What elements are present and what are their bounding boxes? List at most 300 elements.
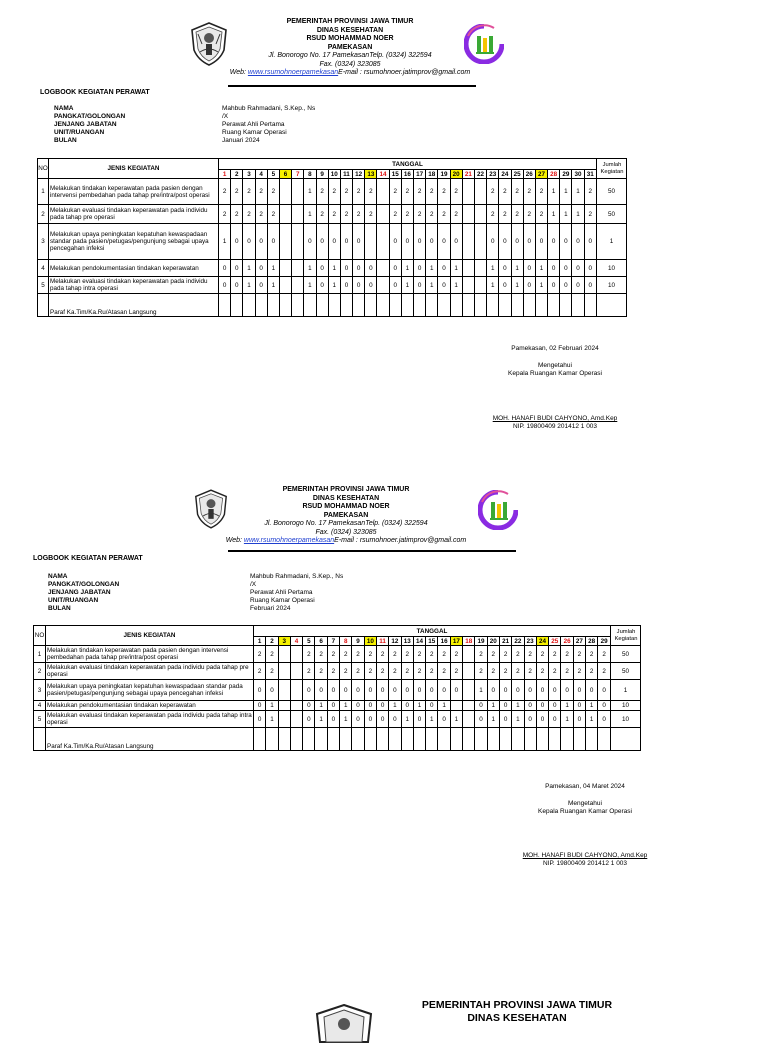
activity-name: Melakukan pendokumentasian tindakan keperawatan <box>46 701 254 711</box>
paraf-cell <box>327 728 339 751</box>
day-value: 0 <box>536 680 548 701</box>
paraf-cell <box>352 728 364 751</box>
header-row <box>34 626 641 637</box>
day-value: 0 <box>438 224 450 260</box>
day-value: 2 <box>401 179 413 205</box>
day-value: 2 <box>266 646 278 663</box>
day-15: 15 <box>389 170 401 179</box>
day-13: 13 <box>365 170 377 179</box>
day-value <box>278 646 290 663</box>
day-value: 0 <box>512 680 524 701</box>
day-value: 1 <box>487 260 499 277</box>
org-line: PEMERINTAH PROVINSI JAWA TIMUR <box>286 18 414 25</box>
day-17: 17 <box>450 637 462 646</box>
day-14: 14 <box>413 637 425 646</box>
sign-date: Pamekasan, 04 Maret 2024 <box>545 783 625 790</box>
info-value: Januari 2024 <box>222 137 260 144</box>
col-header-no: NO <box>38 159 49 179</box>
day-value: 0 <box>243 224 255 260</box>
website-link[interactable]: www.rsumohnoerpamekasan <box>247 69 339 76</box>
signer-role: Kepala Ruangan Kamar Operasi <box>538 808 632 815</box>
day-value: 0 <box>231 277 243 294</box>
day-value: 2 <box>536 663 548 680</box>
info-value: Mahbub Rahmadani, S.Kep., Ns <box>222 105 316 112</box>
activity-name: Melakukan pendokumentasian tindakan keperawatan <box>49 260 219 277</box>
day-value: 2 <box>353 205 365 224</box>
day-value <box>290 646 302 663</box>
day-value: 0 <box>487 680 499 701</box>
paraf-cell <box>278 728 290 751</box>
paraf-blank <box>34 728 46 751</box>
day-8: 8 <box>304 170 316 179</box>
day-value: 0 <box>364 680 376 701</box>
day-value: 1 <box>512 711 524 728</box>
day-value <box>278 680 290 701</box>
day-value: 0 <box>316 277 328 294</box>
info-value: /X <box>222 113 229 120</box>
employee-info <box>48 573 368 613</box>
day-value: 1 <box>243 260 255 277</box>
paraf-cell <box>549 728 561 751</box>
day-value: 1 <box>560 205 572 224</box>
day-16: 16 <box>438 637 450 646</box>
day-value: 2 <box>499 205 511 224</box>
row-number: 5 <box>38 277 49 294</box>
day-value: 1 <box>561 711 573 728</box>
day-9: 9 <box>316 170 328 179</box>
day-value: 0 <box>303 701 315 711</box>
day-value: 1 <box>267 260 279 277</box>
day-24: 24 <box>499 170 511 179</box>
day-19: 19 <box>438 170 450 179</box>
day-15: 15 <box>426 637 438 646</box>
day-value: 2 <box>414 205 426 224</box>
org-line: DINAS KESEHATAN <box>312 494 380 502</box>
paraf-label: Paraf Ka.Tim/Ka.Ru/Atasan Langsung <box>46 728 254 751</box>
org-line: RSUD MOHAMMAD NOER <box>302 503 390 510</box>
paraf-cell <box>512 728 524 751</box>
day-3: 3 <box>278 637 290 646</box>
signer-name: MOH. HANAFI BUDI CAHYONO, Amd.Kep <box>522 852 648 859</box>
day-value <box>463 680 475 701</box>
day-value: 1 <box>438 701 450 711</box>
day-value: 1 <box>340 711 352 728</box>
paraf-cell <box>290 728 302 751</box>
day-20: 20 <box>450 170 462 179</box>
day-value: 0 <box>255 224 267 260</box>
day-value: 0 <box>560 260 572 277</box>
info-key: PANGKAT/GOLONGAN <box>54 113 126 120</box>
day-value: 1 <box>328 277 340 294</box>
day-value: 2 <box>549 663 561 680</box>
day-value: 0 <box>327 680 339 701</box>
col-header-total: Jumlah Kegiatan <box>611 626 641 646</box>
activity-total: 10 <box>597 277 627 294</box>
day-value: 1 <box>535 260 547 277</box>
day-value: 2 <box>426 179 438 205</box>
day-29: 29 <box>598 637 611 646</box>
day-11: 11 <box>340 170 352 179</box>
paraf-cell <box>499 728 511 751</box>
day-value: 2 <box>267 205 279 224</box>
paraf-cell <box>426 728 438 751</box>
info-value: /X <box>250 581 257 588</box>
day-value: 2 <box>365 205 377 224</box>
day-value: 1 <box>548 205 560 224</box>
day-value: 2 <box>267 179 279 205</box>
day-value: 2 <box>426 646 438 663</box>
day-value: 0 <box>548 224 560 260</box>
info-value: Ruang Kamar Operasi <box>250 597 315 604</box>
table-row <box>34 680 641 701</box>
day-value: 0 <box>340 260 352 277</box>
day-value: 0 <box>401 224 413 260</box>
day-value: 2 <box>364 663 376 680</box>
day-value: 1 <box>487 711 499 728</box>
day-value: 0 <box>389 680 401 701</box>
day-26: 26 <box>561 637 573 646</box>
signer-name: MOH. HANAFI BUDI CAHYONO, Amd.Kep <box>492 415 618 422</box>
day-value: 0 <box>524 701 536 711</box>
day-value: 2 <box>243 205 255 224</box>
day-value <box>463 663 475 680</box>
day-value: 1 <box>475 680 487 701</box>
day-value: 2 <box>376 646 388 663</box>
day-value: 0 <box>536 701 548 711</box>
day-18: 18 <box>463 637 475 646</box>
paraf-cell <box>376 728 388 751</box>
day-10: 10 <box>328 170 340 179</box>
day-12: 12 <box>353 170 365 179</box>
day-value: 1 <box>389 701 401 711</box>
day-value: 2 <box>450 205 462 224</box>
day-value: 2 <box>523 205 535 224</box>
day-value: 1 <box>243 277 255 294</box>
day-value: 0 <box>315 680 327 701</box>
day-value <box>290 711 302 728</box>
day-21: 21 <box>499 637 511 646</box>
day-value: 0 <box>438 277 450 294</box>
day-value: 0 <box>426 224 438 260</box>
day-value: 0 <box>352 701 364 711</box>
day-29: 29 <box>560 170 572 179</box>
day-4: 4 <box>290 637 302 646</box>
fax: Fax. (0324) 323085 <box>315 528 377 536</box>
day-value: 0 <box>524 680 536 701</box>
day-value <box>290 701 302 711</box>
day-value: 2 <box>243 179 255 205</box>
day-value: 0 <box>487 224 499 260</box>
info-key: UNIT/RUANGAN <box>48 597 99 604</box>
day-25: 25 <box>549 637 561 646</box>
row-number: 5 <box>34 711 46 728</box>
day-value: 2 <box>353 179 365 205</box>
website-link[interactable]: www.rsumohnoerpamekasan <box>243 537 335 544</box>
activity-name: Melakukan evaluasi tindakan keperawatan pada individu pada tahap intra operasi <box>49 277 219 294</box>
info-key: NAMA <box>54 105 74 112</box>
day-value: 1 <box>426 711 438 728</box>
logbook-title: LOGBOOK KEGIATAN PERAWAT <box>33 555 143 562</box>
day-value: 0 <box>231 260 243 277</box>
day-value <box>278 701 290 711</box>
header-rule <box>228 550 516 552</box>
activity-total: 1 <box>597 224 627 260</box>
day-value: 0 <box>414 260 426 277</box>
day-value: 0 <box>352 711 364 728</box>
day-value: 0 <box>561 680 573 701</box>
day-value: 0 <box>499 701 511 711</box>
day-value: 2 <box>426 205 438 224</box>
day-19: 19 <box>475 637 487 646</box>
day-7: 7 <box>292 170 304 179</box>
day-value: 0 <box>316 224 328 260</box>
day-value: 2 <box>401 205 413 224</box>
day-value <box>278 663 290 680</box>
day-value: 1 <box>511 260 523 277</box>
day-value <box>463 711 475 728</box>
day-value: 0 <box>549 701 561 711</box>
day-value: 0 <box>584 224 596 260</box>
day-value: 0 <box>548 277 560 294</box>
day-value: 0 <box>413 711 425 728</box>
paraf-cell <box>598 728 611 751</box>
day-value: 0 <box>376 701 388 711</box>
row-number: 4 <box>34 701 46 711</box>
day-25: 25 <box>511 170 523 179</box>
row-number: 4 <box>38 260 49 277</box>
day-22: 22 <box>474 170 486 179</box>
info-row <box>48 573 368 581</box>
info-key: JENJANG JABATAN <box>48 589 111 596</box>
day-value: 0 <box>523 277 535 294</box>
activity-name: Melakukan upaya peningkatan kepatuhan kewaspadaan standar pada pasien/petugas/pengunjung sebagai upaya pencegahan infeksi <box>46 680 254 701</box>
col-header-activity: JENIS KEGIATAN <box>46 626 254 646</box>
day-value: 0 <box>401 701 413 711</box>
day-value: 1 <box>266 711 278 728</box>
day-value: 2 <box>352 663 364 680</box>
day-value: 2 <box>511 179 523 205</box>
email: E-mail : rsumohnoer.jatimprov@gmail.com <box>334 537 467 544</box>
paraf-cell <box>401 728 413 751</box>
day-value <box>463 646 475 663</box>
day-value <box>278 711 290 728</box>
day-value: 2 <box>328 205 340 224</box>
day-value: 2 <box>512 646 524 663</box>
day-5: 5 <box>267 170 279 179</box>
day-value: 0 <box>353 224 365 260</box>
day-value: 0 <box>573 680 585 701</box>
day-value: 0 <box>573 701 585 711</box>
day-value: 0 <box>499 224 511 260</box>
day-18: 18 <box>426 170 438 179</box>
day-4: 4 <box>255 170 267 179</box>
day-value: 2 <box>598 663 611 680</box>
col-header-no: NO <box>34 626 46 646</box>
row-number: 2 <box>34 663 46 680</box>
day-value: 0 <box>353 260 365 277</box>
day-value: 0 <box>340 680 352 701</box>
day-value: 2 <box>584 205 596 224</box>
day-26: 26 <box>523 170 535 179</box>
acknowledged-label: Mengetahui <box>568 800 602 807</box>
info-key: JENJANG JABATAN <box>54 121 117 128</box>
day-value: 0 <box>586 680 598 701</box>
day-value: 1 <box>450 277 462 294</box>
day-value <box>290 680 302 701</box>
paraf-cell <box>487 728 499 751</box>
day-value: 0 <box>401 680 413 701</box>
day-value: 2 <box>316 179 328 205</box>
day-value: 0 <box>389 224 401 260</box>
day-value: 1 <box>487 701 499 711</box>
day-value: 1 <box>535 277 547 294</box>
activity-name: Melakukan evaluasi tindakan keperawatan pada individu pada tahap pre operasi <box>49 205 219 224</box>
day-10: 10 <box>364 637 376 646</box>
day-value: 0 <box>499 680 511 701</box>
fax: Fax. (0324) 323085 <box>319 60 381 68</box>
day-21: 21 <box>462 170 474 179</box>
info-value: Februari 2024 <box>250 605 291 612</box>
paraf-cell <box>463 728 475 751</box>
day-value: 0 <box>389 260 401 277</box>
paraf-cell <box>438 728 450 751</box>
col-header-total: Jumlah Kegiatan <box>597 159 627 179</box>
activity-total: 50 <box>611 663 641 680</box>
day-value: 2 <box>438 646 450 663</box>
day-value: 0 <box>414 224 426 260</box>
day-12: 12 <box>389 637 401 646</box>
day-2: 2 <box>231 170 243 179</box>
col-header-tanggal: TANGGAL <box>254 626 611 637</box>
day-value: 2 <box>327 663 339 680</box>
row-number: 3 <box>34 680 46 701</box>
day-value: 0 <box>328 224 340 260</box>
day-value: 2 <box>586 646 598 663</box>
day-value: 0 <box>438 680 450 701</box>
row-number: 1 <box>38 179 49 205</box>
day-value: 0 <box>438 260 450 277</box>
day-value: 1 <box>450 711 462 728</box>
day-value: 1 <box>426 260 438 277</box>
day-27: 27 <box>573 637 585 646</box>
table-row <box>34 646 641 663</box>
org-line: DINAS KESEHATAN <box>467 1012 567 1024</box>
day-value: 2 <box>254 663 266 680</box>
day-value: 0 <box>376 680 388 701</box>
day-value: 1 <box>304 260 316 277</box>
paraf-label: Paraf Ka.Tim/Ka.Ru/Atasan Langsung <box>49 294 219 317</box>
day-value: 2 <box>549 646 561 663</box>
day-value: 0 <box>365 277 377 294</box>
day-value: 2 <box>401 663 413 680</box>
paraf-cell <box>315 728 327 751</box>
day-value: 2 <box>389 646 401 663</box>
row-number: 1 <box>34 646 46 663</box>
info-key: BULAN <box>54 137 77 144</box>
day-16: 16 <box>401 170 413 179</box>
day-value: 1 <box>401 711 413 728</box>
signer-role: Kepala Ruangan Kamar Operasi <box>508 370 602 377</box>
day-value: 0 <box>389 711 401 728</box>
day-value: 2 <box>524 663 536 680</box>
info-value: Perawat Ahli Pertama <box>250 589 313 596</box>
day-value: 2 <box>561 663 573 680</box>
day-value: 0 <box>549 680 561 701</box>
day-value: 0 <box>499 260 511 277</box>
day-20: 20 <box>487 637 499 646</box>
day-value: 2 <box>340 646 352 663</box>
day-value: 2 <box>340 205 352 224</box>
org-line: PEMERINTAH PROVINSI JAWA TIMUR <box>421 999 613 1011</box>
day-value: 0 <box>255 277 267 294</box>
day-1: 1 <box>219 170 231 179</box>
day-value: 2 <box>426 663 438 680</box>
day-value: 0 <box>475 711 487 728</box>
day-value: 1 <box>219 224 231 260</box>
activity-total: 10 <box>597 260 627 277</box>
day-value: 0 <box>438 711 450 728</box>
day-value: 0 <box>450 224 462 260</box>
day-11: 11 <box>376 637 388 646</box>
day-value: 0 <box>499 711 511 728</box>
day-value: 1 <box>586 711 598 728</box>
org-line: DINAS KESEHATAN <box>316 26 384 34</box>
day-value: 0 <box>255 260 267 277</box>
day-value: 1 <box>548 179 560 205</box>
info-key: PANGKAT/GOLONGAN <box>48 581 120 588</box>
table-row <box>34 663 641 680</box>
day-31: 31 <box>584 170 596 179</box>
day-value: 2 <box>438 179 450 205</box>
paraf-cell <box>340 728 352 751</box>
paraf-cell <box>364 728 376 751</box>
day-2: 2 <box>266 637 278 646</box>
day-value: 2 <box>450 663 462 680</box>
signature-block <box>500 783 670 868</box>
day-value: 1 <box>304 277 316 294</box>
day-value: 1 <box>426 277 438 294</box>
day-value: 2 <box>535 179 547 205</box>
day-28: 28 <box>548 170 560 179</box>
day-value: 0 <box>524 711 536 728</box>
day-value: 2 <box>512 663 524 680</box>
info-value: Perawat Ahli Pertama <box>222 121 285 128</box>
day-value: 2 <box>327 646 339 663</box>
day-value: 0 <box>364 701 376 711</box>
email: E-mail : rsumohnoer.jatimprov@gmail.com <box>338 69 471 76</box>
info-key: BULAN <box>48 605 71 612</box>
day-value: 1 <box>266 701 278 711</box>
day-value: 2 <box>487 663 499 680</box>
day-value: 2 <box>316 205 328 224</box>
day-13: 13 <box>401 637 413 646</box>
paraf-cell <box>536 728 548 751</box>
col-header-tanggal: TANGGAL <box>219 159 597 170</box>
logbook-title: LOGBOOK KEGIATAN PERAWAT <box>40 89 150 96</box>
day-17: 17 <box>414 170 426 179</box>
day-value: 0 <box>598 701 611 711</box>
day-value: 0 <box>475 701 487 711</box>
day-5: 5 <box>303 637 315 646</box>
day-value: 2 <box>315 663 327 680</box>
day-6: 6 <box>279 170 291 179</box>
day-value: 1 <box>572 205 584 224</box>
day-value: 1 <box>267 277 279 294</box>
day-value: 2 <box>255 179 267 205</box>
day-30: 30 <box>572 170 584 179</box>
day-value <box>290 663 302 680</box>
activity-name: Melakukan tindakan keperawatan pada pasien dengan intervensi pembedahan pada tahap pre/intra/post operasi <box>46 646 254 663</box>
